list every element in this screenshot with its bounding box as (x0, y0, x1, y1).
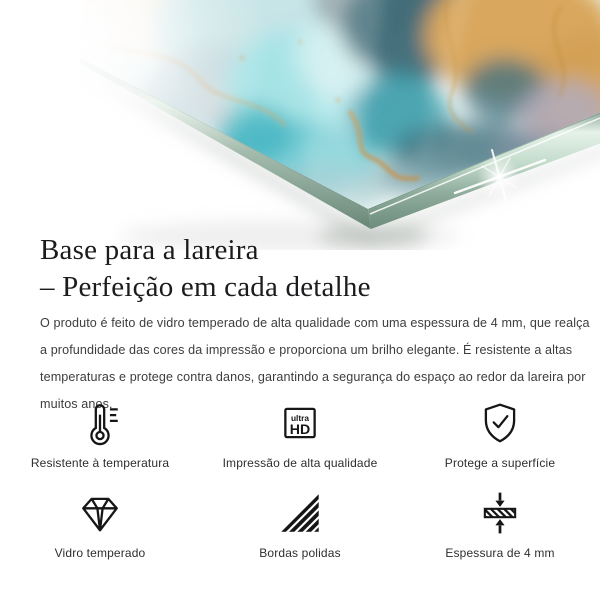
ultra-hd-text-top: ultra (290, 412, 310, 423)
description-line: temperaturas e protege contra danos, garantindo a segurança do espaço ao redor da lareira por (40, 370, 586, 384)
shield-check-icon (477, 400, 523, 446)
ultra-hd-icon (277, 400, 323, 446)
title-line-1: Base para a lareira (40, 234, 259, 266)
feature-tempered-glass (0, 490, 200, 560)
feature-temperature (0, 400, 200, 470)
feature-thickness (400, 490, 600, 560)
features-grid (0, 400, 600, 560)
feature-label: Protege a superfície (444, 456, 556, 470)
left-fade (0, 0, 140, 250)
feature-print-quality (200, 400, 400, 470)
page-title (40, 232, 580, 306)
polished-edges-icon (277, 490, 323, 536)
feature-label: Impressão de alta qualidade (222, 456, 378, 470)
thickness-icon (477, 490, 523, 536)
feature-protect-surface (400, 400, 600, 470)
feature-label: Espessura de 4 mm (445, 546, 555, 560)
hero-image (0, 0, 600, 250)
title-line-2: – Perfeição em cada detalhe (40, 271, 371, 303)
feature-label: Vidro temperado (54, 546, 146, 560)
description-line: a profundidade das cores da impressão e proporciona um brilho elegante. É resistente a altas (40, 343, 573, 357)
feature-label: Bordas polidas (259, 546, 341, 560)
diamond-icon (77, 490, 123, 536)
feature-polished-edges (200, 490, 400, 560)
description-line: muitos anos. (40, 397, 113, 411)
feature-label: Resistente à temperatura (30, 456, 170, 470)
ultra-hd-text-bottom: HD (289, 420, 311, 437)
description-line: O produto é feito de vidro temperado de alta qualidade com uma espessura de 4 mm, que realça (40, 316, 590, 330)
glass-panel-illustration (0, 0, 600, 250)
thermometer-icon (77, 400, 123, 446)
